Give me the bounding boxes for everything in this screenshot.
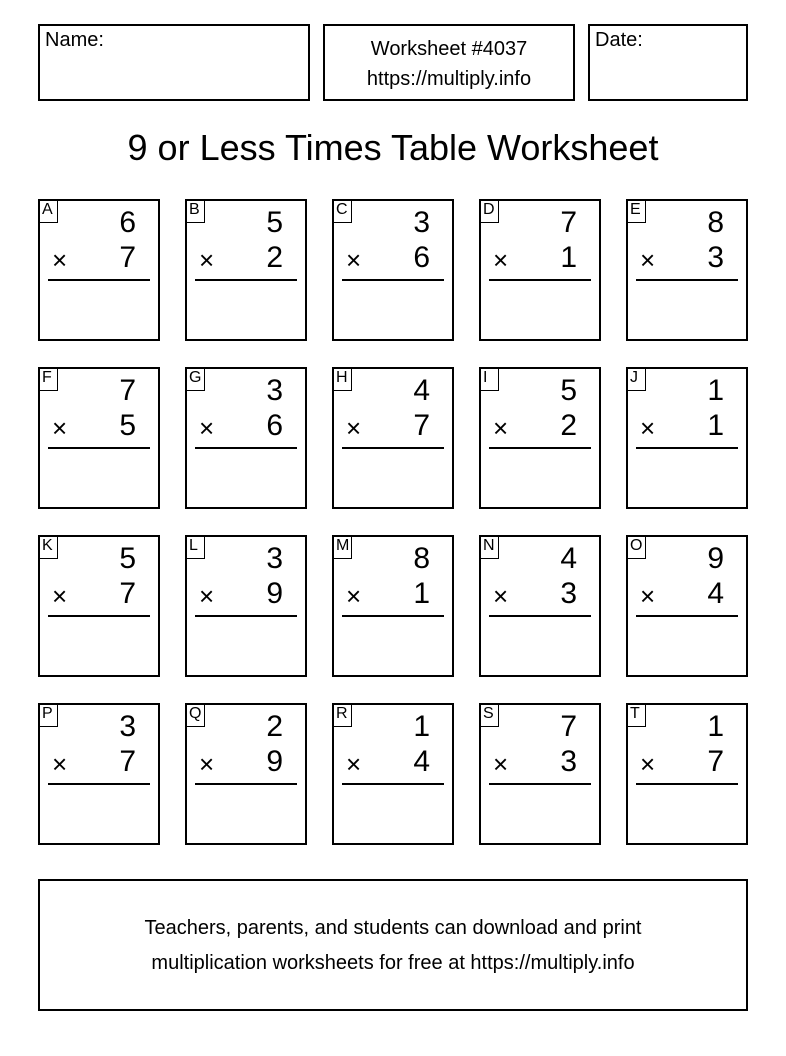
answer-line: [342, 783, 444, 785]
problem-card: [38, 367, 160, 509]
problem-multiplier: 7: [119, 241, 136, 274]
problem-multiplier: 7: [119, 577, 136, 610]
problem-card: [332, 199, 454, 341]
problem-letter: D: [479, 199, 499, 223]
times-sign: ×: [640, 581, 656, 611]
problem-multiplier: 3: [560, 745, 577, 778]
problem-letter: Q: [185, 703, 205, 727]
times-sign: ×: [346, 749, 362, 779]
problem-letter: S: [479, 703, 499, 727]
answer-line: [489, 279, 591, 281]
problem-letter: J: [626, 367, 646, 391]
problem-multiplier: 3: [707, 241, 724, 274]
problem-card: [626, 703, 748, 845]
times-sign: ×: [199, 581, 215, 611]
times-sign: ×: [52, 245, 68, 275]
problem-letter: F: [38, 367, 58, 391]
problem-multiplicand: 2: [266, 710, 283, 743]
problem-multiplier: 1: [560, 241, 577, 274]
problem-letter: N: [479, 535, 499, 559]
problem-card: [38, 703, 160, 845]
times-sign: ×: [346, 245, 362, 275]
date-field-box: [588, 24, 748, 101]
problem-letter: L: [185, 535, 205, 559]
answer-line: [342, 615, 444, 617]
times-sign: ×: [52, 413, 68, 443]
date-label: Date:: [595, 29, 643, 51]
footer-line-2: multiplication worksheets for free at https://multiply.info: [151, 952, 635, 974]
problem-card: [626, 367, 748, 509]
answer-line: [48, 447, 150, 449]
problem-multiplicand: 3: [266, 542, 283, 575]
answer-line: [489, 615, 591, 617]
answer-line: [195, 783, 297, 785]
times-sign: ×: [199, 245, 215, 275]
problem-multiplicand: 4: [413, 374, 430, 407]
problem-card: [38, 199, 160, 341]
problem-multiplier: 4: [413, 745, 430, 778]
times-sign: ×: [199, 413, 215, 443]
problem-multiplicand: 7: [560, 710, 577, 743]
answer-line: [195, 447, 297, 449]
name-field-box: [38, 24, 310, 101]
problem-multiplier: 1: [707, 409, 724, 442]
problem-letter: T: [626, 703, 646, 727]
problem-multiplicand: 6: [119, 206, 136, 239]
problem-letter: M: [332, 535, 352, 559]
problem-multiplier: 4: [707, 577, 724, 610]
problem-multiplier: 9: [266, 745, 283, 778]
problem-multiplier: 2: [266, 241, 283, 274]
problem-multiplicand: 7: [119, 374, 136, 407]
problem-multiplicand: 8: [413, 542, 430, 575]
answer-line: [48, 783, 150, 785]
problem-multiplier: 2: [560, 409, 577, 442]
problem-multiplier: 7: [413, 409, 430, 442]
times-sign: ×: [493, 413, 509, 443]
times-sign: ×: [199, 749, 215, 779]
problem-multiplier: 7: [707, 745, 724, 778]
problem-multiplier: 3: [560, 577, 577, 610]
problem-card: [479, 703, 601, 845]
problem-multiplicand: 9: [707, 542, 724, 575]
times-sign: ×: [346, 413, 362, 443]
problem-multiplicand: 1: [707, 710, 724, 743]
problem-grid: [38, 199, 748, 845]
problem-multiplicand: 5: [119, 542, 136, 575]
problem-letter: P: [38, 703, 58, 727]
worksheet-url: https://multiply.info: [366, 68, 532, 90]
problem-multiplier: 7: [119, 745, 136, 778]
problem-card: [479, 367, 601, 509]
answer-line: [636, 615, 738, 617]
times-sign: ×: [52, 749, 68, 779]
problem-multiplicand: 5: [560, 374, 577, 407]
times-sign: ×: [52, 581, 68, 611]
problem-card: [38, 535, 160, 677]
worksheet-info-box: [323, 24, 575, 101]
answer-line: [636, 279, 738, 281]
answer-line: [342, 279, 444, 281]
problem-letter: I: [479, 367, 499, 391]
times-sign: ×: [346, 581, 362, 611]
times-sign: ×: [640, 245, 656, 275]
problem-multiplicand: 1: [413, 710, 430, 743]
problem-card: [332, 535, 454, 677]
problem-letter: B: [185, 199, 205, 223]
problem-letter: H: [332, 367, 352, 391]
problem-card: [185, 367, 307, 509]
answer-line: [48, 279, 150, 281]
times-sign: ×: [493, 749, 509, 779]
problem-multiplier: 9: [266, 577, 283, 610]
footer-box: [38, 879, 748, 1011]
problem-multiplicand: 5: [266, 206, 283, 239]
problem-card: [332, 703, 454, 845]
problem-letter: K: [38, 535, 58, 559]
problem-multiplicand: 7: [560, 206, 577, 239]
answer-line: [342, 447, 444, 449]
problem-card: [479, 199, 601, 341]
answer-line: [48, 615, 150, 617]
answer-line: [489, 447, 591, 449]
page-title: 9 or Less Times Table Worksheet: [127, 127, 659, 168]
problem-letter: E: [626, 199, 646, 223]
problem-multiplier: 1: [413, 577, 430, 610]
problem-card: [626, 535, 748, 677]
problem-letter: O: [626, 535, 646, 559]
problem-card: [185, 535, 307, 677]
problem-card: [185, 703, 307, 845]
worksheet-number: Worksheet #4037: [370, 38, 528, 60]
problem-multiplier: 6: [266, 409, 283, 442]
times-sign: ×: [493, 245, 509, 275]
problem-multiplicand: 4: [560, 542, 577, 575]
problem-letter: A: [38, 199, 58, 223]
answer-line: [636, 447, 738, 449]
problem-card: [332, 367, 454, 509]
problem-letter: R: [332, 703, 352, 727]
problem-card: [479, 535, 601, 677]
times-sign: ×: [640, 749, 656, 779]
answer-line: [489, 783, 591, 785]
footer-line-1: Teachers, parents, and students can download and print: [144, 917, 642, 939]
answer-line: [195, 615, 297, 617]
problem-multiplicand: 3: [266, 374, 283, 407]
answer-line: [195, 279, 297, 281]
problem-multiplicand: 1: [707, 374, 724, 407]
problem-multiplier: 6: [413, 241, 430, 274]
problem-multiplier: 5: [119, 409, 136, 442]
times-sign: ×: [640, 413, 656, 443]
problem-card: [185, 199, 307, 341]
problem-letter: C: [332, 199, 352, 223]
name-label: Name:: [45, 29, 104, 51]
times-sign: ×: [493, 581, 509, 611]
problem-card: [626, 199, 748, 341]
problem-multiplicand: 3: [119, 710, 136, 743]
problem-letter: G: [185, 367, 205, 391]
answer-line: [636, 783, 738, 785]
problem-multiplicand: 3: [413, 206, 430, 239]
problem-multiplicand: 8: [707, 206, 724, 239]
